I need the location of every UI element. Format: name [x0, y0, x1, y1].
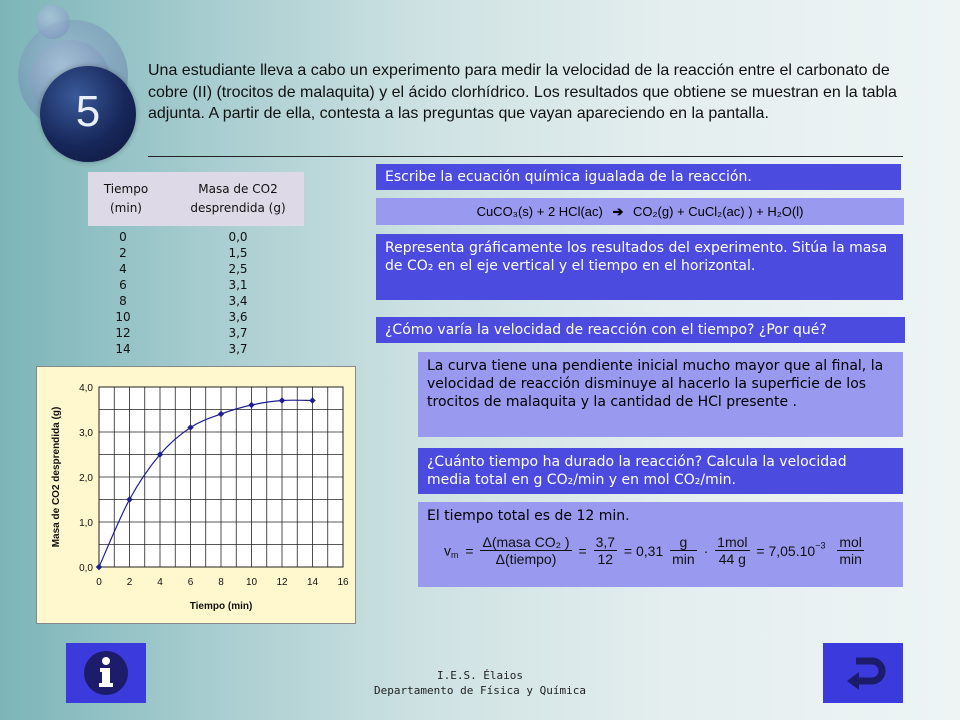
formula-mid: = 0,31: [623, 542, 664, 559]
formula-lhs-sub: m: [451, 550, 459, 560]
table-header-time: Tiempo (min): [103, 182, 149, 215]
formula-lhs: v: [444, 542, 451, 559]
x-tick-label: 2: [126, 577, 133, 588]
fraction-result-units: [837, 534, 864, 567]
return-arrow-icon: [823, 643, 903, 703]
table-cell-mass: 3,7: [228, 342, 248, 356]
arrow-icon: ➔: [612, 204, 624, 219]
question-equation: Escribe la ecuación química igualada de la reacción.: [376, 164, 901, 190]
table-cell-mass: 3,6: [228, 310, 248, 324]
table-cell-time: 14: [115, 342, 131, 356]
chart-panel: [36, 366, 356, 624]
x-tick-label: 0: [96, 577, 102, 588]
info-button[interactable]: [66, 643, 146, 703]
answer-duration: El tiempo total es de 12 min.: [427, 508, 630, 524]
table-cell-time: 2: [119, 246, 127, 260]
fraction-molar-mass: [715, 534, 749, 567]
formula-exp: −3: [815, 540, 826, 551]
x-axis-label: Tiempo (min): [189, 601, 253, 612]
mass-time-chart: [37, 367, 355, 623]
question-duration: ¿Cuánto tiempo ha durado la reacción? Calcula la velocidad media total en g CO₂/min y en mol CO₂/min.: [418, 448, 903, 494]
fraction-values: [594, 534, 617, 567]
y-axis-label: Masa de CO2 desprendida (g): [51, 406, 62, 548]
table-cell-time: 0: [119, 230, 127, 244]
x-tick-label: 4: [157, 577, 163, 588]
slide-number: 5: [75, 87, 101, 136]
equation-box: [376, 198, 904, 225]
formula-result: = 7,05.10: [756, 542, 816, 559]
equation-reactants: CuCO₃(s) + 2 HCl(ac): [476, 204, 603, 219]
question-graph: Representa gráficamente los resultados del experimento. Sitúa la masa de CO₂ en el eje vertical y el tiempo en el horizontal.: [376, 234, 903, 300]
y-tick-label: 4,0: [79, 383, 93, 394]
table-cell-time: 6: [119, 278, 127, 292]
slide-number-badge: [40, 66, 136, 162]
fraction-units: [670, 534, 697, 567]
table-cell-mass: 0,0: [228, 230, 248, 244]
divider: [148, 156, 903, 157]
intro-text: Una estudiante lleva a cabo un experimento para medir la velocidad de la reacción entre el carbonato de cobre (II) (trocitos de malaquita) y el ácido clorhídrico. Los resultados que obtiene se muestran en la tabla adjunta. A partir de ella, contesta a las preguntas que vayan apareciendo en la pantalla.: [148, 62, 897, 122]
formula-den: 12: [597, 551, 614, 567]
table-cell-mass: 3,7: [228, 326, 248, 340]
x-tick-label: 12: [276, 577, 288, 588]
x-tick-label: 16: [337, 577, 349, 588]
formula-den: 44 g: [718, 551, 746, 567]
footer: [330, 668, 630, 698]
y-tick-label: 3,0: [79, 428, 93, 439]
back-button[interactable]: [823, 643, 903, 703]
table-cell-time: 10: [115, 310, 131, 324]
table-cell-time: 4: [119, 262, 127, 276]
formula-num: Δ(masa CO₂ ): [482, 534, 570, 550]
answer-duration-box: [418, 502, 903, 587]
table-header: [88, 172, 304, 226]
x-tick-label: 8: [218, 577, 224, 588]
table-header-mass: Masa de CO2 desprendida (g): [190, 182, 286, 215]
footer-school: I.E.S. Élaios: [436, 669, 524, 682]
x-tick-label: 10: [245, 577, 258, 588]
question-rate-variation: ¿Cómo varía la velocidad de reacción con el tiempo? ¿Por qué?: [376, 317, 905, 343]
table-cell-mass: 2,5: [228, 262, 248, 276]
decor-circle: [36, 5, 70, 39]
formula-eq: =: [578, 542, 587, 559]
data-table: [88, 229, 304, 361]
formula-eq: =: [465, 542, 474, 559]
velocity-formula: [444, 534, 864, 567]
footer-department: Departamento de Física y Química: [374, 684, 586, 697]
formula-den: min: [672, 551, 695, 567]
info-icon: [66, 643, 146, 703]
formula-num: 1mol: [717, 534, 748, 550]
answer-rate-variation: La curva tiene una pendiente inicial mucho mayor que al final, la velocidad de reacción disminuye al hacerlo la superficie de los trocitos de malaquita y la cantidad de HCl presente .: [418, 352, 903, 437]
table-cell-mass: 3,4: [228, 294, 248, 308]
formula-den: min: [839, 551, 862, 567]
x-tick-label: 6: [187, 577, 194, 588]
fraction-mass-time: [480, 534, 571, 567]
formula-num: mol: [839, 534, 862, 550]
y-tick-label: 0,0: [79, 563, 93, 574]
x-tick-label: 14: [306, 577, 319, 588]
formula-num: 3,7: [595, 534, 616, 550]
formula-den: Δ(tiempo): [495, 551, 557, 567]
formula-num: g: [670, 534, 697, 551]
equation-products: CO₂(g) + CuCl₂(ac) ) + H₂O(l): [633, 204, 804, 219]
y-tick-label: 2,0: [79, 473, 93, 484]
formula-dot: ·: [703, 542, 709, 559]
table-cell-mass: 1,5: [228, 246, 248, 260]
table-cell-mass: 3,1: [228, 278, 248, 292]
table-cell-time: 8: [119, 294, 127, 308]
table-cell-time: 12: [115, 326, 131, 340]
y-tick-label: 1,0: [79, 518, 93, 529]
